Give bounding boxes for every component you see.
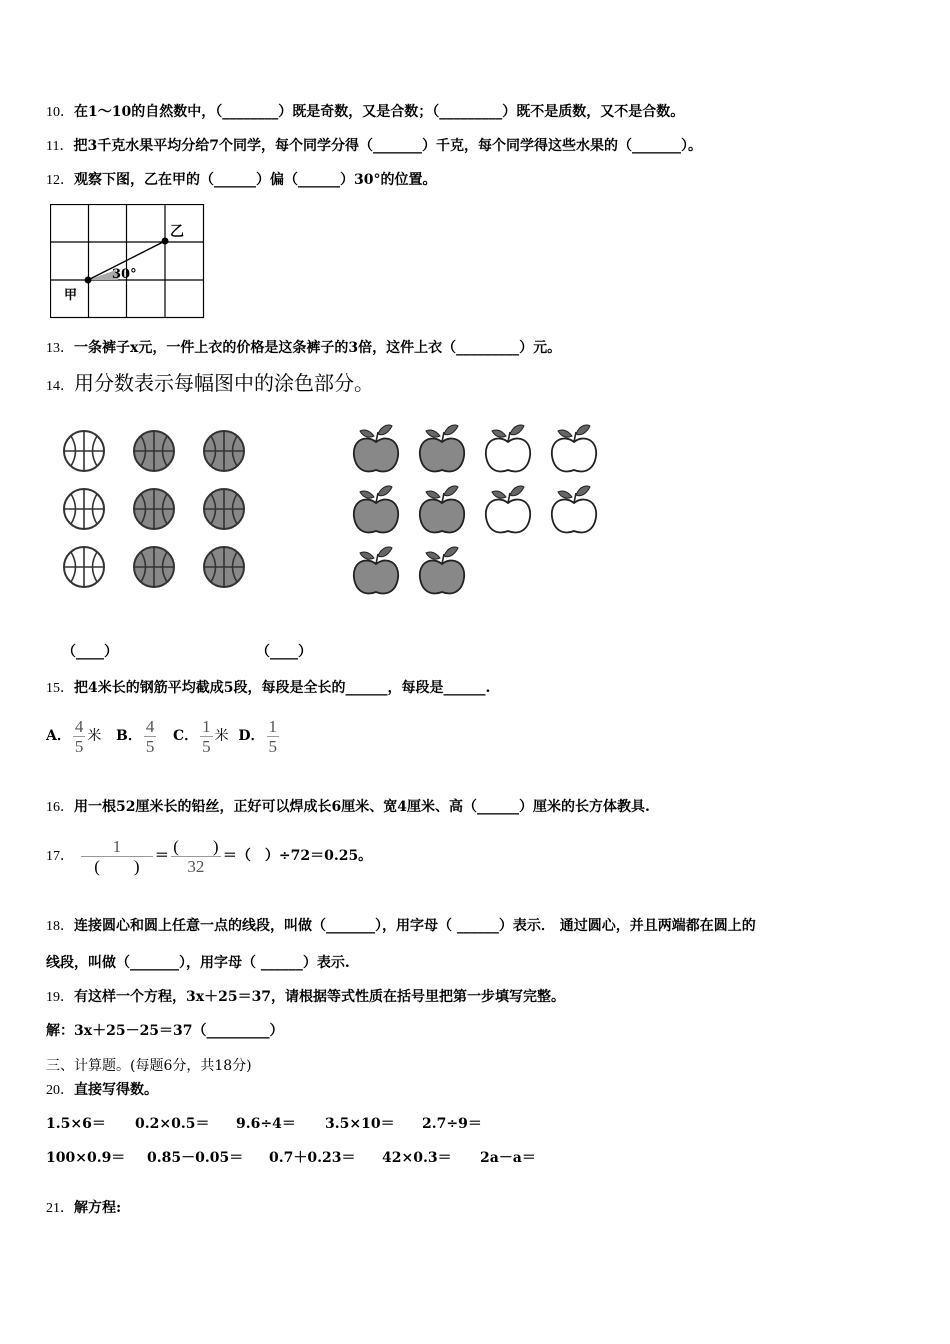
- denominator: 32: [187, 856, 205, 876]
- basketball-icon: [134, 489, 174, 529]
- denominator: 5: [145, 736, 155, 756]
- numerator: 4: [145, 716, 155, 736]
- apple-icon: [552, 425, 596, 472]
- q-number: 17．: [46, 849, 74, 864]
- basketball-icon: [204, 431, 244, 471]
- q-text: 连接圆心和圆上任意一点的线段，叫做（_______），用字母（ ______）表示． 通过圆心，并且两端都在圆上的: [74, 918, 756, 934]
- section-heading: 三、计算题。(每题6分，共18分): [46, 1058, 252, 1074]
- q-number: 18．: [46, 919, 74, 934]
- q-number: 19．: [46, 990, 74, 1005]
- calc-item: 0.2×0.5＝: [135, 1116, 210, 1132]
- option-label: D．: [238, 728, 265, 744]
- basketball-icon: [64, 489, 104, 529]
- q-text: 一条裤子x元，一件上衣的价格是这条裤子的3倍，这件上衣（_________）元。: [74, 340, 562, 356]
- denominator: 5: [202, 736, 211, 756]
- numerator: 1: [202, 716, 211, 736]
- apple-icon: [486, 486, 530, 533]
- unit: 米: [87, 728, 102, 744]
- question-13: [46, 338, 561, 359]
- q-number: 16．: [46, 800, 74, 815]
- question-21: [46, 1198, 121, 1219]
- calc-item: 3.5×10＝: [325, 1116, 395, 1132]
- numerator: 1: [81, 837, 153, 857]
- q-text: 观察下图，乙在甲的（______）偏（______）30°的位置。: [74, 172, 437, 188]
- angle-label: 30°: [112, 267, 137, 282]
- question-19: [46, 987, 565, 1008]
- q-text: 把4米长的钢筋平均截成5段，每段是全长的______，每段是______.: [74, 680, 491, 696]
- q-number: 10．: [46, 105, 74, 120]
- q-number: 13．: [46, 341, 74, 356]
- q-number: 20．: [46, 1083, 74, 1098]
- calc-item: 100×0.9＝: [46, 1150, 126, 1166]
- q-number: 21．: [46, 1201, 74, 1216]
- calc-item: 42×0.3＝: [382, 1150, 452, 1166]
- basketball-figure: [55, 425, 265, 595]
- q-text: 用一根52厘米长的铅丝，正好可以焊成长6厘米、宽4厘米、高（______）厘米的长方体教具.: [74, 799, 650, 815]
- option-label: C．: [172, 728, 199, 744]
- question-14: [46, 370, 374, 400]
- apple-icon: [420, 486, 464, 533]
- calc-item: 1.5×6＝: [46, 1116, 106, 1132]
- direction-grid-figure: [50, 204, 206, 320]
- q-text: 在1～10的自然数中，（________）既是奇数，又是合数；（_________）既不是质数，又不是合数。: [74, 104, 685, 120]
- option-c[interactable]: [172, 716, 229, 756]
- apple-icon: [354, 486, 398, 533]
- basketball-icon: [204, 547, 244, 587]
- question-10: [46, 102, 684, 123]
- calc-item: 0.7＋0.23＝: [269, 1150, 356, 1166]
- apple-icon: [420, 547, 464, 594]
- calc-item: 0.85－0.05＝: [147, 1150, 244, 1166]
- basketball-icon: [134, 431, 174, 471]
- basketball-icon: [64, 431, 104, 471]
- option-label: A．: [46, 728, 71, 744]
- denominator-blank[interactable]: ( ): [94, 856, 140, 876]
- label-jia: 甲: [64, 288, 78, 303]
- apple-icon: [420, 425, 464, 472]
- q15-options: [46, 714, 281, 758]
- question-15: [46, 678, 490, 699]
- q-number: 14．: [46, 379, 74, 394]
- option-d[interactable]: [238, 716, 281, 756]
- denominator: 5: [268, 736, 278, 756]
- q-text: 用分数表示每幅图中的涂色部分。: [74, 371, 374, 395]
- calc-item: 2a－a＝: [480, 1150, 536, 1166]
- question-18: [46, 916, 756, 937]
- q19-solution: 解：3x＋25－25＝37（_________）: [46, 1023, 284, 1039]
- answer-blank-balls[interactable]: （____）: [62, 644, 118, 660]
- numerator: 1: [268, 716, 278, 736]
- denominator: 5: [74, 736, 84, 756]
- basketball-icon: [204, 489, 244, 529]
- q-text: ＝（ ）÷72＝0.25。: [222, 848, 373, 864]
- apple-icon: [552, 486, 596, 533]
- question-18-line2: 线段，叫做（_______），用字母（ ______）表示.: [46, 955, 350, 971]
- q-text: 解方程:: [74, 1200, 122, 1216]
- q-text: 直接写得数。: [74, 1082, 158, 1098]
- numerator-blank[interactable]: ( ): [171, 837, 221, 857]
- q-text: 把3千克水果平均分给7个同学，每个同学分得（_______）千克，每个同学得这些水果的（_______）。: [73, 138, 702, 154]
- question-11: [46, 136, 702, 157]
- question-20: [46, 1080, 158, 1101]
- option-a[interactable]: [46, 716, 102, 756]
- option-label: B．: [116, 728, 142, 744]
- q-number: 15．: [46, 681, 74, 696]
- q-number: 12．: [46, 173, 74, 188]
- label-yi: 乙: [170, 224, 184, 240]
- q-text: 有这样一个方程，3x＋25＝37，请根据等式性质在括号里把第一步填写完整。: [74, 989, 566, 1005]
- option-b[interactable]: [116, 716, 158, 756]
- apple-icon: [354, 425, 398, 472]
- unit: 米: [214, 728, 229, 744]
- apple-icon: [486, 425, 530, 472]
- apple-figure: [345, 420, 615, 600]
- basketball-icon: [64, 547, 104, 587]
- numerator: 4: [74, 716, 84, 736]
- basketball-icon: [134, 547, 174, 587]
- q-number: 11．: [46, 139, 74, 154]
- equals: ＝: [154, 848, 169, 864]
- apple-icon: [354, 547, 398, 594]
- question-12: [46, 170, 436, 191]
- calc-item: 2.7÷9＝: [422, 1116, 482, 1132]
- calc-item: 9.6÷4＝: [236, 1116, 296, 1132]
- question-16: [46, 797, 650, 818]
- answer-blank-apples[interactable]: （____）: [256, 644, 312, 660]
- question-17: [46, 832, 372, 881]
